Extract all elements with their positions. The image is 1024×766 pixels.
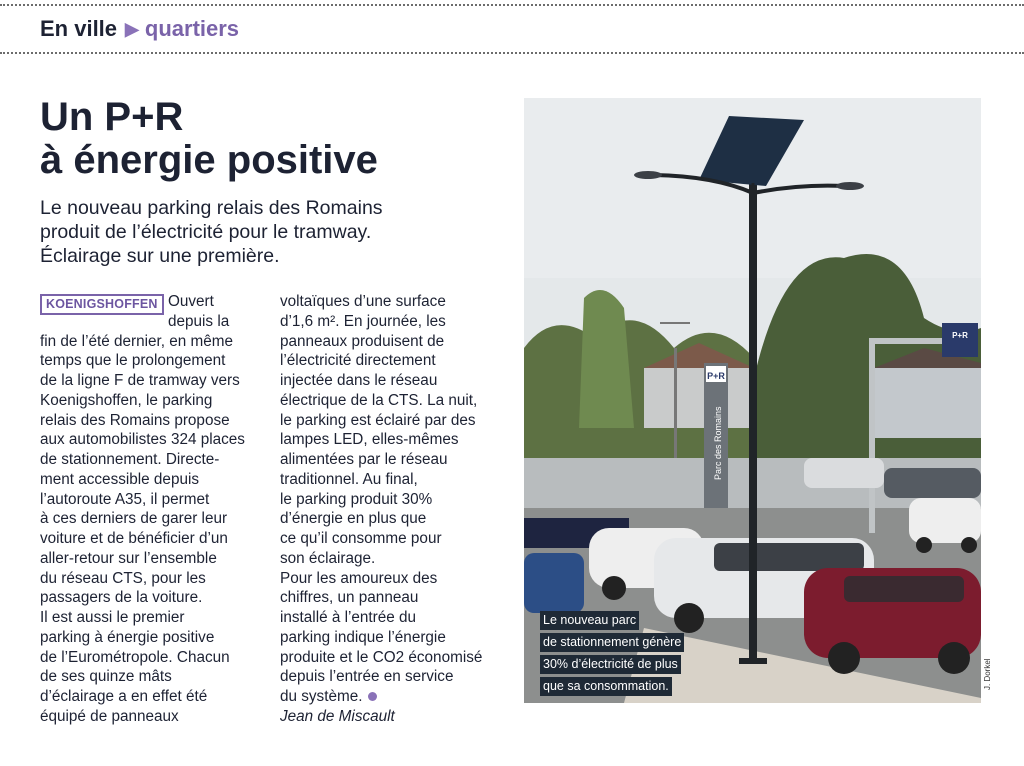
- body-line: équipé de panneaux: [40, 707, 179, 725]
- body-line: Ouvert: [168, 293, 214, 310]
- caption-line: Le nouveau parc: [540, 611, 639, 630]
- body-line: à ces derniers de garer leur: [40, 510, 228, 528]
- body-line: voltaïques d’une surface: [280, 293, 446, 310]
- body-line-last: [280, 687, 502, 707]
- body-line: Koenigshoffen, le parking: [40, 391, 213, 409]
- body-line: parking indique l’énergie: [280, 628, 446, 646]
- subsection-label[interactable]: quartiers: [144, 16, 240, 41]
- body-line: ce qu’il consomme pour: [280, 530, 442, 547]
- standfirst: [40, 196, 480, 268]
- body-line: temps que le prolongement: [40, 352, 226, 370]
- photo-credit: J. Dorkel: [983, 658, 992, 690]
- body-line: fin de l’été dernier, en même: [40, 332, 234, 350]
- standfirst-line: Éclairage sur une première.: [40, 245, 280, 267]
- caption-line: que sa consommation.: [540, 677, 672, 696]
- body-line: chiffres, un panneau: [280, 589, 419, 607]
- standfirst-line: produit de l’électricité pour le tramway.: [40, 221, 372, 243]
- section-label[interactable]: En ville: [40, 16, 118, 41]
- body-line: panneaux produisent de: [280, 332, 445, 350]
- body-line: alimentées par le réseau: [280, 451, 448, 468]
- body-line-text: du système.: [280, 688, 363, 705]
- body-line: du réseau CTS, pour les: [40, 569, 206, 587]
- body-line: parking à énergie positive: [40, 628, 215, 646]
- totem-text: Parc des Romains: [713, 406, 723, 480]
- photo-caption: [540, 611, 684, 699]
- section-header: [40, 14, 239, 44]
- bullet-icon: [368, 692, 377, 701]
- body-line: aux automobilistes 324 places: [40, 431, 245, 449]
- caption-line: 30% d’électricité de plus: [540, 655, 681, 674]
- body-column-2: [280, 292, 502, 727]
- body-line: d’éclairage a en effet été: [40, 688, 208, 705]
- body-line: relais des Romains propose: [40, 411, 230, 429]
- author-byline: Jean de Miscault: [280, 707, 395, 725]
- body-line: ment accessible depuis: [40, 470, 200, 488]
- header-dotted-rule: [0, 52, 1024, 54]
- body-line: installé à l’entrée du: [280, 609, 417, 626]
- headline-line: à énergie positive: [40, 138, 378, 182]
- body-line: d’1,6 m². En journée, les: [280, 312, 446, 330]
- body-line: traditionnel. Au final,: [280, 470, 418, 488]
- body-line: produite et le CO2 économisé: [280, 648, 483, 666]
- headline: [40, 96, 378, 182]
- caption-line: de stationnement génère: [540, 633, 684, 652]
- body-column-1: [40, 292, 276, 727]
- body-line: injectée dans le réseau: [280, 372, 438, 389]
- body-line: passagers de la voiture.: [40, 589, 203, 607]
- body-line: depuis l’entrée en service: [280, 668, 454, 686]
- body-line: de la ligne F de tramway vers: [40, 372, 240, 389]
- body-line: d’énergie en plus que: [280, 510, 427, 528]
- body-line: le parking est éclairé par des: [280, 411, 476, 429]
- triangle-right-icon: ▶: [125, 19, 139, 39]
- body-line: électrique de la CTS. La nuit,: [280, 391, 478, 409]
- body-line: Pour les amoureux des: [280, 569, 438, 587]
- body-line: de stationnement. Directe-: [40, 451, 220, 468]
- body-line: l’autoroute A35, il permet: [40, 490, 210, 508]
- body-line: le parking produit 30%: [280, 490, 433, 508]
- totem-logo: P+R: [707, 371, 725, 381]
- top-dotted-rule: [0, 4, 1024, 6]
- body-line: son éclairage.: [280, 549, 376, 567]
- body-line: de ses quinze mâts: [40, 668, 172, 686]
- location-tag: KOENIGSHOFFEN: [40, 294, 164, 315]
- body-line: lampes LED, elles-mêmes: [280, 431, 459, 449]
- body-line: depuis la: [168, 312, 230, 330]
- body-line: voiture et de bénéficier d’un: [40, 530, 228, 547]
- body-line: aller-retour sur l’ensemble: [40, 549, 217, 567]
- body-line: de l’Eurométropole. Chacun: [40, 648, 230, 666]
- body-line: l’électricité directement: [280, 352, 436, 370]
- standfirst-line: Le nouveau parking relais des Romains: [40, 197, 383, 219]
- sign-text: P+R: [952, 331, 968, 340]
- body-line: Il est aussi le premier: [40, 609, 185, 626]
- headline-line: Un P+R: [40, 95, 184, 139]
